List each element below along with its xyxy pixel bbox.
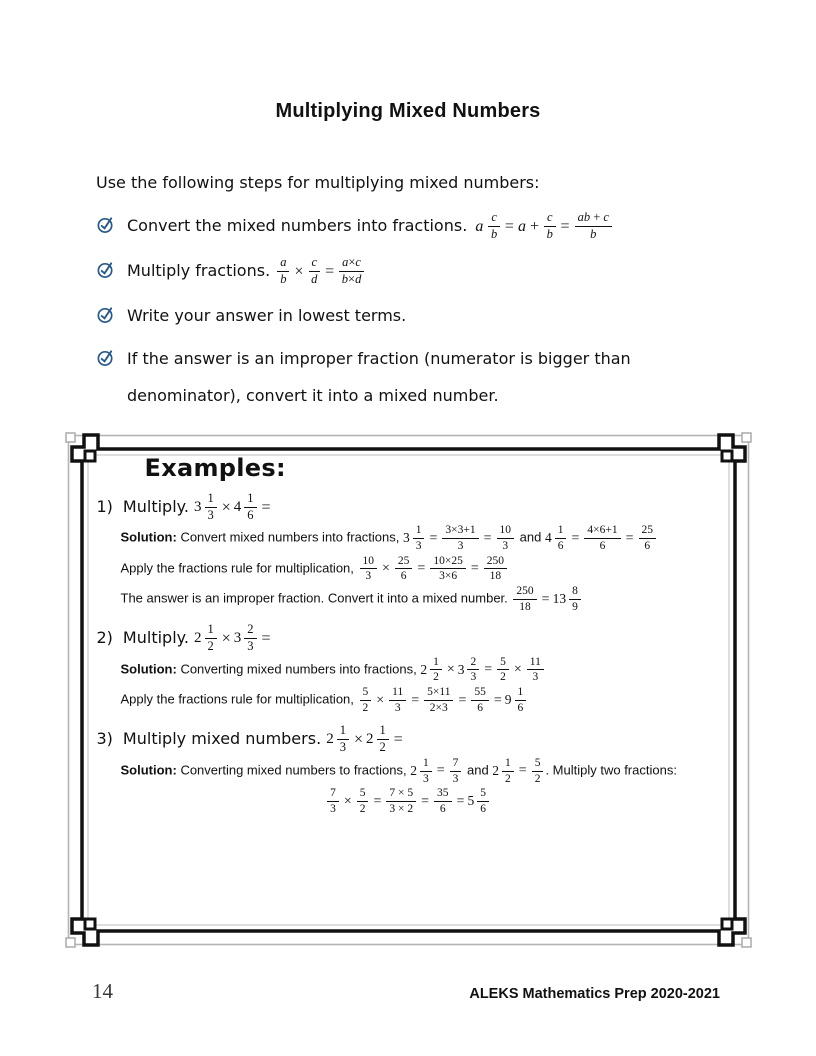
solution-label: Solution: <box>120 530 177 546</box>
fraction-numerator: 1 <box>502 757 514 772</box>
math-fraction <box>327 787 339 815</box>
mixed-number <box>234 492 259 523</box>
math-fraction <box>430 656 442 684</box>
text-run: Multiply. <box>122 496 194 516</box>
mixed-number <box>194 492 219 523</box>
example-item <box>97 724 720 815</box>
check-circle-icon <box>96 348 115 371</box>
example-number: 3) <box>96 729 113 749</box>
book-title: ALEKS Mathematics Prep 2020-2021 <box>469 986 720 1002</box>
math-operator: = <box>261 498 271 516</box>
steps-list <box>96 208 680 415</box>
math-operator: = <box>518 763 527 779</box>
math-operator: a <box>475 218 484 235</box>
math-fraction <box>488 211 500 242</box>
math-fraction <box>357 787 369 815</box>
math-operator: × <box>343 793 352 809</box>
mixed-number <box>234 623 259 654</box>
math-fraction <box>467 656 479 684</box>
text-run: Multiply fractions. <box>127 260 276 280</box>
example-prompt <box>97 492 720 523</box>
fraction-numerator: 1 <box>337 724 349 740</box>
math-fraction <box>471 686 489 714</box>
math-operator: = <box>456 793 465 809</box>
intro-text: Use the following steps for multiplying mixed numbers: <box>96 173 540 192</box>
math-fraction <box>434 787 452 815</box>
math-fraction <box>244 492 256 523</box>
math-operator: × <box>513 662 522 678</box>
math-fraction <box>442 524 478 552</box>
math-operator: × <box>353 731 364 749</box>
mixed-whole: 2 <box>366 731 374 748</box>
fraction-denominator: 18 <box>519 600 531 613</box>
fraction-numerator: 3×3+1 <box>442 524 478 539</box>
math-fraction <box>527 656 544 684</box>
math-operator: × <box>446 662 455 678</box>
fraction-denominator: 2 <box>379 740 386 755</box>
math-fraction <box>395 555 413 583</box>
fraction-numerator: 11 <box>527 656 544 671</box>
math-fraction <box>244 623 256 654</box>
math-operator: = <box>393 731 403 749</box>
mixed-whole: 3 <box>402 530 410 546</box>
solution-line <box>97 787 720 815</box>
solution-line <box>121 524 720 552</box>
mixed-whole: 3 <box>194 498 202 515</box>
fraction-numerator: 7 <box>450 757 462 772</box>
text-run: The answer is an improper fraction. Convert it into a mixed number. <box>120 590 512 606</box>
math-fraction <box>497 656 509 684</box>
example-item <box>97 623 720 714</box>
example-item <box>97 492 720 613</box>
check-circle-icon <box>96 305 115 328</box>
fraction-numerator: c <box>309 256 321 272</box>
math-fraction <box>277 256 289 287</box>
math-fraction <box>575 211 612 242</box>
text-run: Convert the mixed numbers into fractions. <box>127 216 473 235</box>
math-operator: = <box>571 531 580 547</box>
mixed-number <box>505 686 529 714</box>
fraction-numerator: 1 <box>430 656 442 671</box>
math-fraction <box>450 757 462 785</box>
math-operator: = <box>417 561 426 577</box>
fraction-denominator: 3 <box>339 740 346 755</box>
math-fraction <box>544 211 556 242</box>
math-operator: × <box>221 630 231 648</box>
math-fraction <box>413 524 425 552</box>
fraction-numerator: 5 <box>532 757 544 772</box>
fraction-denominator: 6 <box>439 802 446 815</box>
example-prompt <box>97 724 720 755</box>
fraction-numerator: 7 × 5 <box>386 787 416 802</box>
fraction-denominator: b <box>280 271 287 286</box>
example-number: 2) <box>96 628 113 648</box>
fraction-denominator: 3 <box>330 802 336 815</box>
fraction-denominator: 2 <box>359 802 366 815</box>
page-number: 14 <box>92 979 113 1003</box>
mixed-whole: 9 <box>504 691 512 707</box>
text-run: and <box>463 762 493 778</box>
math-operator: = <box>493 692 502 708</box>
math-fraction <box>584 524 620 552</box>
mixed-number <box>467 787 491 815</box>
mixed-whole: 2 <box>326 731 334 748</box>
examples-list <box>97 492 720 815</box>
math-fraction <box>569 585 581 613</box>
fraction-denominator: 6 <box>247 507 254 522</box>
mixed-whole: 2 <box>420 661 428 677</box>
fraction-numerator: c <box>544 211 556 227</box>
text-run: Write your answer in lowest terms. <box>127 305 407 325</box>
fraction-numerator: c <box>488 211 500 227</box>
fraction-denominator: 2×3 <box>429 701 448 714</box>
fraction-numerator: 35 <box>434 787 452 802</box>
fraction-denominator: 2 <box>362 701 369 714</box>
math-operator: × <box>376 692 385 708</box>
math-operator: = <box>458 692 467 708</box>
fraction-denominator: 18 <box>489 570 502 583</box>
fraction-denominator: 3 <box>415 540 422 553</box>
mixed-number <box>326 724 351 755</box>
step-text <box>127 208 614 246</box>
fraction-denominator: 3 <box>532 671 539 684</box>
math-fraction <box>502 757 514 785</box>
fraction-numerator: 250 <box>513 585 536 600</box>
fraction-numerator: 10×25 <box>430 555 466 570</box>
fraction-denominator: 6 <box>557 540 564 553</box>
math-operator: = <box>625 531 634 547</box>
math-fraction <box>484 555 507 583</box>
fraction-denominator: b <box>491 227 498 241</box>
math-operator: = a + <box>504 218 539 235</box>
text-run: Convert mixed numbers into fractions, <box>176 530 403 546</box>
math-operator: = <box>560 218 570 235</box>
fraction-numerator: 25 <box>639 524 657 539</box>
check-circle-icon <box>96 215 115 238</box>
math-fraction <box>309 256 321 287</box>
math-operator: = <box>411 692 420 708</box>
math-operator: = <box>429 531 438 547</box>
math-operator: × <box>221 498 231 516</box>
fraction-numerator: 1 <box>515 686 527 701</box>
mixed-number <box>545 524 569 552</box>
fraction-denominator: 3×6 <box>439 570 458 583</box>
mixed-number <box>403 524 427 552</box>
step-item <box>96 208 680 246</box>
fraction-denominator: 3 <box>207 507 214 522</box>
mixed-whole: 3 <box>457 661 465 677</box>
fraction-numerator: 1 <box>555 524 567 539</box>
fraction-numerator: 10 <box>360 555 378 570</box>
text-run: Multiply mixed numbers. <box>122 729 327 749</box>
mixed-number <box>420 656 444 684</box>
fraction-numerator: 1 <box>205 623 217 639</box>
math-fraction <box>420 757 432 785</box>
math-operator: = <box>541 591 550 607</box>
text-run: If the answer is an improper fraction (numerator is bigger than denominator), convert it into a mixed number. <box>127 349 631 406</box>
math-fraction <box>389 686 406 714</box>
mixed-number <box>366 724 391 755</box>
math-operator: = <box>436 763 445 779</box>
fraction-numerator: a <box>277 256 289 272</box>
step-item <box>96 341 680 415</box>
fraction-numerator: 55 <box>471 686 489 701</box>
solution-line <box>121 686 720 714</box>
math-fraction <box>337 724 349 755</box>
fraction-denominator: 9 <box>572 600 578 613</box>
fraction-numerator: 5 <box>477 787 489 802</box>
text-run: and <box>516 530 545 546</box>
math-fraction <box>639 524 657 552</box>
fraction-denominator: 3 <box>394 701 401 714</box>
fraction-numerator: 4×6+1 <box>584 524 620 539</box>
mixed-whole: 4 <box>544 530 552 546</box>
fraction-numerator: 2 <box>467 656 479 671</box>
text-run: . Multiply two fractions: <box>545 762 677 778</box>
math-fraction <box>386 787 416 815</box>
fraction-numerator: 25 <box>395 555 413 570</box>
step-text <box>127 341 680 415</box>
mixed-whole: 13 <box>552 590 567 606</box>
math-fraction <box>360 686 372 714</box>
math-fraction <box>377 724 389 755</box>
fraction-numerator: 2 <box>244 623 256 639</box>
step-text <box>127 253 366 291</box>
mixed-number <box>492 757 516 785</box>
solution-label: Solution: <box>120 762 177 778</box>
fraction-denominator: 3 × 2 <box>389 802 414 815</box>
fraction-numerator: 7 <box>327 787 339 802</box>
math-operator: = <box>325 262 335 280</box>
examples-box <box>61 428 756 952</box>
example-number: 1) <box>96 496 113 516</box>
math-fraction <box>430 555 466 583</box>
fraction-denominator: 3 <box>452 772 459 785</box>
text-run: Apply the fractions rule for multiplication, <box>120 691 358 707</box>
fraction-numerator: 1 <box>420 757 432 772</box>
solution-line <box>121 656 720 684</box>
math-fraction <box>515 686 527 714</box>
math-operator: = <box>261 630 271 648</box>
fraction-numerator: 8 <box>569 585 581 600</box>
math-operator: = <box>483 531 492 547</box>
fraction-numerator: a×c <box>339 256 364 272</box>
fraction-denominator: 2 <box>534 772 541 785</box>
mixed-number <box>194 623 219 654</box>
math-operator: = <box>373 793 382 809</box>
fraction-numerator: 1 <box>205 492 217 508</box>
fraction-denominator: d <box>311 271 318 286</box>
math-fraction <box>205 623 217 654</box>
solution-line <box>121 555 720 583</box>
text-run: Apply the fractions rule for multiplication, <box>120 560 358 576</box>
mixed-number <box>410 757 434 785</box>
fraction-numerator: ab + c <box>575 211 612 227</box>
fraction-numerator: 250 <box>484 555 507 570</box>
page-footer <box>92 979 720 1004</box>
step-item <box>96 253 680 291</box>
fraction-denominator: 3 <box>422 772 429 785</box>
math-operator: × <box>382 561 390 577</box>
check-circle-icon <box>96 260 115 283</box>
math-operator: = <box>484 662 493 678</box>
fraction-denominator: 2 <box>505 772 511 785</box>
text-run: Converting mixed numbers into fractions, <box>176 661 421 677</box>
fraction-denominator: 3 <box>457 540 464 553</box>
fraction-denominator: 6 <box>599 540 606 553</box>
solution-line <box>121 757 720 785</box>
fraction-numerator: 11 <box>389 686 406 701</box>
math-fraction <box>497 524 515 552</box>
math-fraction <box>339 256 364 287</box>
mixed-number <box>553 585 583 613</box>
fraction-numerator: 5×11 <box>424 686 453 701</box>
fraction-numerator: 5 <box>360 686 372 701</box>
step-item <box>96 298 680 335</box>
fraction-denominator: 6 <box>644 540 651 553</box>
fraction-denominator: 3 <box>502 540 509 553</box>
mixed-whole: 4 <box>233 498 242 515</box>
fraction-denominator: 2 <box>207 639 214 654</box>
math-operator: = <box>470 561 479 577</box>
fraction-denominator: 6 <box>477 701 483 714</box>
math-fraction <box>477 787 489 815</box>
math-fraction <box>532 757 544 785</box>
math-fraction <box>555 524 567 552</box>
examples-content <box>97 454 720 815</box>
fraction-numerator: 5 <box>357 787 369 802</box>
fraction-numerator: 10 <box>497 524 515 539</box>
fraction-denominator: 3 <box>247 639 254 654</box>
example-prompt <box>97 623 720 654</box>
math-fraction <box>424 686 453 714</box>
fraction-denominator: 6 <box>517 701 524 714</box>
solution-line <box>121 585 720 613</box>
mixed-number <box>458 656 482 684</box>
math-fraction <box>205 492 217 523</box>
mixed-whole: 3 <box>233 630 242 647</box>
solution-label: Solution: <box>120 661 177 677</box>
fraction-denominator: 2 <box>433 671 439 684</box>
text-run: Multiply. <box>122 628 194 648</box>
fraction-denominator: 3 <box>470 671 477 684</box>
mixed-whole: 5 <box>467 792 475 808</box>
examples-heading: Examples: <box>144 453 286 482</box>
fraction-numerator: 1 <box>377 724 389 740</box>
fraction-denominator: b×d <box>341 271 362 286</box>
mixed-whole: 2 <box>410 762 417 778</box>
fraction-numerator: 1 <box>244 492 256 508</box>
fraction-denominator: b <box>590 227 597 241</box>
math-operator: = <box>421 793 430 809</box>
fraction-numerator: 1 <box>413 524 425 539</box>
fraction-denominator: b <box>546 227 553 241</box>
text-run: Converting mixed numbers to fractions, <box>176 762 411 778</box>
math-fraction <box>360 555 378 583</box>
step-text <box>127 298 406 335</box>
fraction-denominator: 6 <box>400 570 407 583</box>
fraction-denominator: 3 <box>365 570 372 583</box>
math-fraction <box>513 585 536 613</box>
mixed-whole: 2 <box>194 630 202 647</box>
fraction-denominator: 6 <box>480 802 486 815</box>
page-title: Multiplying Mixed Numbers <box>275 100 541 122</box>
mixed-whole: 2 <box>492 762 500 778</box>
fraction-numerator: 5 <box>497 656 509 671</box>
fraction-denominator: 2 <box>500 671 506 684</box>
math-operator: × <box>294 262 304 280</box>
